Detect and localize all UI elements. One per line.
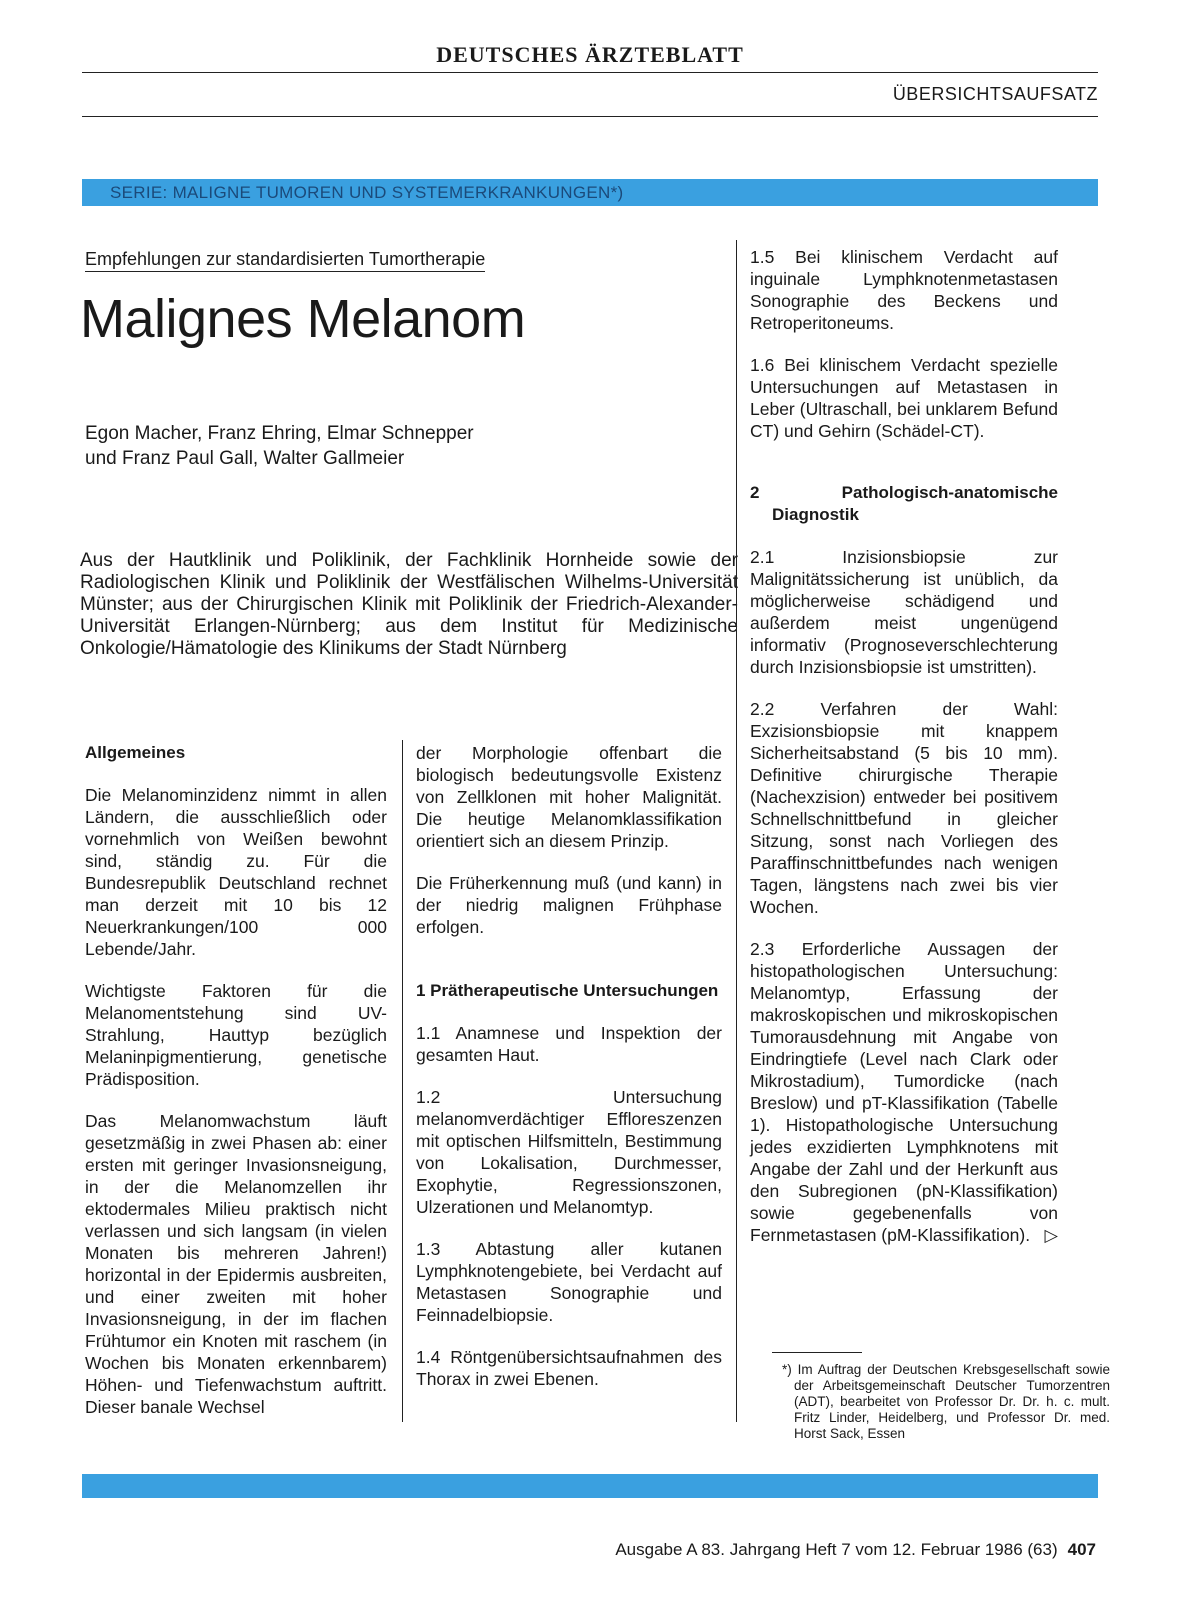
header-rule xyxy=(82,72,1098,73)
column-2 xyxy=(416,742,722,1410)
article-title: Malignes Melanom xyxy=(80,289,526,349)
section-heading-allgemeines: Allgemeines xyxy=(85,743,186,762)
paragraph: Wichtigste Faktoren für die Melanomentstehung sind UV-Strahlung, Hauttyp bezüglich Melaninpigmentierung, genetische Prädisposition. xyxy=(85,981,387,1089)
paragraph: Die Früherkennung muß (und kann) in der niedrig malignen Frühphase erfolgen. xyxy=(416,873,722,937)
page-number: 407 xyxy=(1067,1540,1096,1559)
section-heading-2: 2 Pathologisch-anatomische Diagnostik xyxy=(750,483,1058,524)
article-authors: Egon Macher, Franz Ehring, Elmar Schnepper und Franz Paul Gall, Walter Gallmeier xyxy=(85,423,474,469)
list-item-1-2: 1.2 Untersuchung melanomverdächtiger Effloreszenzen mit optischen Hilfsmitteln, Bestimmung von Lokalisation, Durchmesser, Exophytie, Regressionszonen, Ulzerationen und Melanomtyp. xyxy=(416,1087,722,1217)
column-divider-left xyxy=(402,740,403,1422)
footnote-rule xyxy=(772,1352,862,1353)
list-item-2-3-text: 2.3 Erforderliche Aussagen der histopathologischen Untersuchung: Melanomtyp, Erfassung der makroskopischen und mikroskopischen Tumorausdehnung mit Angabe von Eindringtiefe (Level nach Clark oder Mikrostadium), Tumordicke (nach Breslow) und pT-Klassifikation (Tabelle 1). Histopathologische Untersuchung jedes exzidierten Lymphknotens mit Angabe der Zahl und der Herkunft aus den Subregionen (pN-Klassifikation) sowie gegebenenfalls von Fernmetastasen (pM-Klassifikation). xyxy=(750,939,1058,1245)
section-label: ÜBERSICHTSAUFSATZ xyxy=(892,84,1098,104)
list-item-1-5: 1.5 Bei klinischem Verdacht auf inguinale Lymphknotenmetastasen Sonographie des Beckens und Retroperitoneums. xyxy=(750,247,1058,333)
column-divider-right xyxy=(736,240,737,1422)
list-item-1-1: 1.1 Anamnese und Inspektion der gesamten Haut. xyxy=(416,1023,722,1065)
masthead: DEUTSCHES ÄRZTEBLATT xyxy=(436,42,744,67)
column-1 xyxy=(85,742,387,1438)
list-item-2-2: 2.2 Verfahren der Wahl: Exzisionsbiopsie mit knappem Sicherheitsabstand (5 bis 10 mm). Definitive chirurgische Therapie (Nachexzision) entweder bei positivem Schnellschnittbefund in gleicher Sitzung, sonst nach Vorliegen des Paraffinschnittbefundes nach wenigen Tagen, längstens nach zwei bis vier Wochen. xyxy=(750,699,1058,917)
list-item-2-1: 2.1 Inzisionsbiopsie zur Malignitätssicherung ist unüblich, da möglicherweise schädigend und außerdem meist ungenügend informativ (Prognoseverschlechterung durch Inzisionsbiopsie ist umstritten). xyxy=(750,547,1058,677)
list-item-2-3 xyxy=(750,938,1058,1246)
list-item-1-6: 1.6 Bei klinischem Verdacht spezielle Untersuchungen auf Metastasen in Leber (Ultraschall, bei unklarem Befund CT) und Gehirn (Schädel-CT). xyxy=(750,355,1058,441)
article-kicker: Empfehlungen zur standardisierten Tumortherapie xyxy=(85,249,485,272)
header-rule-lower xyxy=(82,116,1098,117)
paragraph: der Morphologie offenbart die biologisch bedeutungsvolle Existenz von Zellklonen mit hoher Malignität. Die heutige Melanomklassifikation orientiert sich an diesem Prinzip. xyxy=(416,743,722,851)
bottom-accent-bar xyxy=(82,1474,1098,1498)
continue-arrow-icon: ▷ xyxy=(1044,1225,1058,1245)
list-item-1-3: 1.3 Abtastung aller kutanen Lymphknotengebiete, bei Verdacht auf Metastasen Sonographie und Feinnadelbiopsie. xyxy=(416,1239,722,1325)
page-footer xyxy=(615,1540,1096,1560)
issue-info: Ausgabe A 83. Jahrgang Heft 7 vom 12. Februar 1986 (63) xyxy=(615,1540,1058,1559)
series-banner: SERIE: MALIGNE TUMOREN UND SYSTEMERKRANKUNGEN*) xyxy=(82,179,1098,206)
column-3 xyxy=(750,246,1058,1266)
footnote: *) Im Auftrag der Deutschen Krebsgesellschaft sowie der Arbeitsgemeinschaft Deutscher Tumorzentren (ADT), bearbeitet von Professor Dr. Dr. h. c. mult. Fritz Linder, Heidelberg, und Professor Dr. med. Horst Sack, Essen xyxy=(782,1362,1110,1441)
article-affiliation: Aus der Hautklinik und Poliklinik, der Fachklinik Hornheide sowie der Radiologischen Klinik und Poliklinik der Westfälischen Wilhelms-Universität Münster; aus der Chirurgischen Klinik mit Poliklinik der Friedrich-Alexander-Universität Erlangen-Nürnberg; aus dem Institut für Medizinische Onkologie/Hämatologie des Klinikums der Stadt Nürnberg xyxy=(80,550,738,659)
paragraph: Das Melanomwachstum läuft gesetzmäßig in zwei Phasen ab: einer ersten mit geringer Invasionsneigung, in der die Melanomzellen ihr ektodermales Milieu praktisch nicht verlassen und sich langsam (in vielen Monaten bis mehreren Jahren!) horizontal in der Epidermis ausbreiten, und einer zweiten mit hoher Invasionsneigung, in der im flachen Frühtumor ein Knoten mit raschem (in Wochen bis Monaten erkennbarem) Höhen- und Tiefenwachstum auftritt. Dieser banale Wechsel xyxy=(85,1111,387,1417)
paragraph: Die Melanominzidenz nimmt in allen Ländern, die ausschließlich oder vornehmlich von Weißen bewohnt sind, ständig zu. Für die Bundesrepublik Deutschland rechnet man derzeit mit 10 bis 12 Neuerkrankungen/100 000 Lebende/Jahr. xyxy=(85,785,387,959)
list-item-1-4: 1.4 Röntgenübersichtsaufnahmen des Thorax in zwei Ebenen. xyxy=(416,1347,722,1389)
section-heading-1: 1 Prätherapeutische Untersuchungen xyxy=(416,981,719,1000)
